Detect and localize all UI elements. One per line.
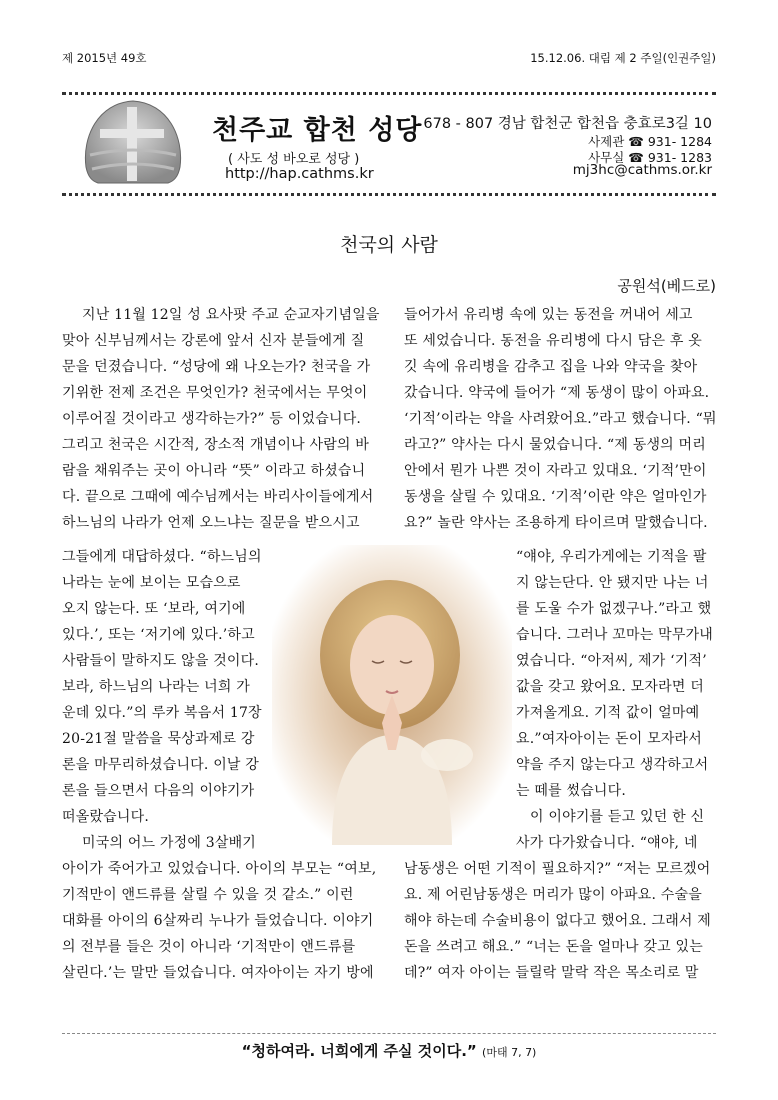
parish-address: 678 - 807 경남 합천군 합천읍 충효로3길 10 [423,116,712,132]
text-line: 기적만이 앤드류를 살릴 수 있을 것 같소.” 이런 [62,887,354,903]
parish-subtitle: ( 사도 성 바오로 성당 ) [228,152,360,167]
text-line: 아이가 죽어가고 있었습니다. 아이의 부모는 “여보, [62,861,377,877]
text-line: 있다.’, 또는 ‘저기에 있다.’하고 [62,627,255,643]
text-line: 론을 들으면서 다음의 이야기가 [62,783,255,799]
text-line: “얘야, 우리가게에는 기적을 팔 [516,549,707,565]
text-line: 살린다.’는 말만 들었습니다. 여자아이는 자기 방에 [62,965,374,981]
text-line: 떠올랐습니다. [62,809,149,825]
text-line: 해야 하는데 수술비용이 없다고 했어요. 그래서 제 [404,913,712,929]
text-line: 그리고 천국은 시간적, 장소적 개념이나 사람의 바 [62,437,370,453]
issue-number: 제 2015년 49호 [62,51,147,65]
quote-reference: (마태 7, 7) [482,1046,537,1059]
text-line: 20-21절 말씀을 묵상과제로 강 [62,731,255,747]
text-line: ‘기적’이라는 약을 사려왔어요.”라고 했습니다. “뭐 [404,411,717,427]
quote-text: “청하여라. 너희에게 주실 것이다.” [241,1042,477,1060]
praying-child-photo [272,545,512,845]
text-line: 대화를 아이의 6살짜리 누나가 들었습니다. 이야기 [62,913,374,929]
text-line: 는 떼를 썼습니다. [516,783,627,799]
text-line: 론을 마무리하셨습니다. 이날 강 [62,757,260,773]
text-line: 운데 있다.”의 루카 복음서 17장 [62,705,262,721]
text-line: 를 도울 수가 없겠구나.”라고 했 [516,601,712,617]
text-line: 가져올게요. 기적 값이 얼마예 [516,705,700,721]
text-line: 지 않는단다. 안 됐지만 나는 너 [516,575,709,591]
text-line: 요?” 놀란 약사는 조용하게 타이르며 말했습니다. [404,515,708,531]
text-line: 미국의 어느 가정에 3살배기 [82,835,257,851]
header-bottom-dotted-rule [62,193,716,196]
article-title: 천국의 사람 [340,234,438,256]
text-line: 사람들이 말하지도 않을 것이다. [62,653,260,669]
text-line: 약을 주지 않는다고 생각하고서 [516,757,709,773]
text-line: 맞아 신부님께서는 강론에 앞서 신자 분들에게 질 [62,333,365,349]
text-line: 기위한 전제 조건은 무엇인가? 천국에서는 무엇이 [62,385,368,401]
text-line: 하느님의 나라가 언제 오느냐는 질문을 받으시고 [62,515,360,531]
text-line: 라고?” 약사는 다시 물었습니다. “제 동생의 머리 [404,437,707,453]
rectory-phone: 사제관 ☎ 931- 1284 [588,134,712,149]
text-line: 나라는 눈에 보이는 모습으로 [62,575,241,591]
text-line: 돈을 쓰려고 해요.” “너는 돈을 얼마나 갖고 있는 [404,939,703,955]
text-line: 동생을 살릴 수 있대요. ‘기적’이란 약은 얼마인가 [404,489,707,505]
text-line: 또 세었습니다. 동전을 유리병에 다시 담은 후 옷 [404,333,702,349]
parish-logo-icon [78,97,188,189]
text-line: 그들에게 대답하셨다. “하느님의 [62,549,262,565]
text-line: 값을 갖고 왔어요. 모자라면 더 [516,679,704,695]
date-line: 15.12.06. 대림 제 2 주일(인권주일) [530,51,716,65]
text-line: 이 이야기를 듣고 있던 한 신 [530,809,705,825]
text-line: 이루어질 것이라고 생각하는가?” 등 이었습니다. [62,411,362,427]
text-line: 였습니다. “아저씨, 제가 ‘기적’ [516,653,707,669]
text-line: 갔습니다. 약국에 들어가 “제 동생이 많이 아파요. [404,385,710,401]
text-line: 남동생은 어떤 기적이 필요하지?” “저는 모르겠어 [404,861,711,877]
text-line: 오지 않는다. 또 ‘보라, 여기에 [62,601,246,617]
footer-dashed-rule [62,1033,716,1034]
text-line: 요. 제 어린남동생은 머리가 많이 아파요. 수술을 [404,887,702,903]
parish-email[interactable]: mj3hc@cathms.or.kr [572,162,712,178]
text-line: 보라, 하느님의 나라는 너희 가 [62,679,250,695]
text-line: 다. 끝으로 그때에 예수님께서는 바리사이들에게서 [62,489,374,505]
text-line: 요.”여자아이는 돈이 모자라서 [516,731,702,747]
text-line: 의 전부를 들은 것이 아니라 ‘기적만이 앤드류를 [62,939,356,955]
parish-name: 천주교 합천 성당 [212,115,423,146]
text-line: 들어가서 유리병 속에 있는 동전을 꺼내어 세고 [404,307,693,323]
parish-url[interactable]: http://hap.cathms.kr [225,166,374,182]
text-line: 지난 11월 12일 성 요사팟 주교 순교자기념일을 [82,307,380,323]
office-phone: 사무실 ☎ 931- 1283 [588,150,712,165]
text-line: 사가 다가왔습니다. “얘야, 네 [516,835,698,851]
footer-quote [0,1040,778,1061]
article-author: 공원석(베드로) [617,277,716,295]
text-line: 람을 채워주는 곳이 아니라 “뜻” 이라고 하셨습니 [62,463,366,479]
text-line: 문을 던졌습니다. “성당에 왜 나오는가? 천국을 가 [62,359,371,375]
top-dotted-rule [62,92,716,95]
text-line: 습니다. 그러나 꼬마는 막무가내 [516,627,714,643]
text-line: 깃 속에 유리병을 감추고 집을 나와 약국을 찾아 [404,359,698,375]
text-line: 안에서 뭔가 나쁜 것이 자라고 있대요. ‘기적’만이 [404,463,707,479]
text-line: 데?” 여자 아이는 들릴락 말락 작은 목소리로 말 [404,965,699,981]
